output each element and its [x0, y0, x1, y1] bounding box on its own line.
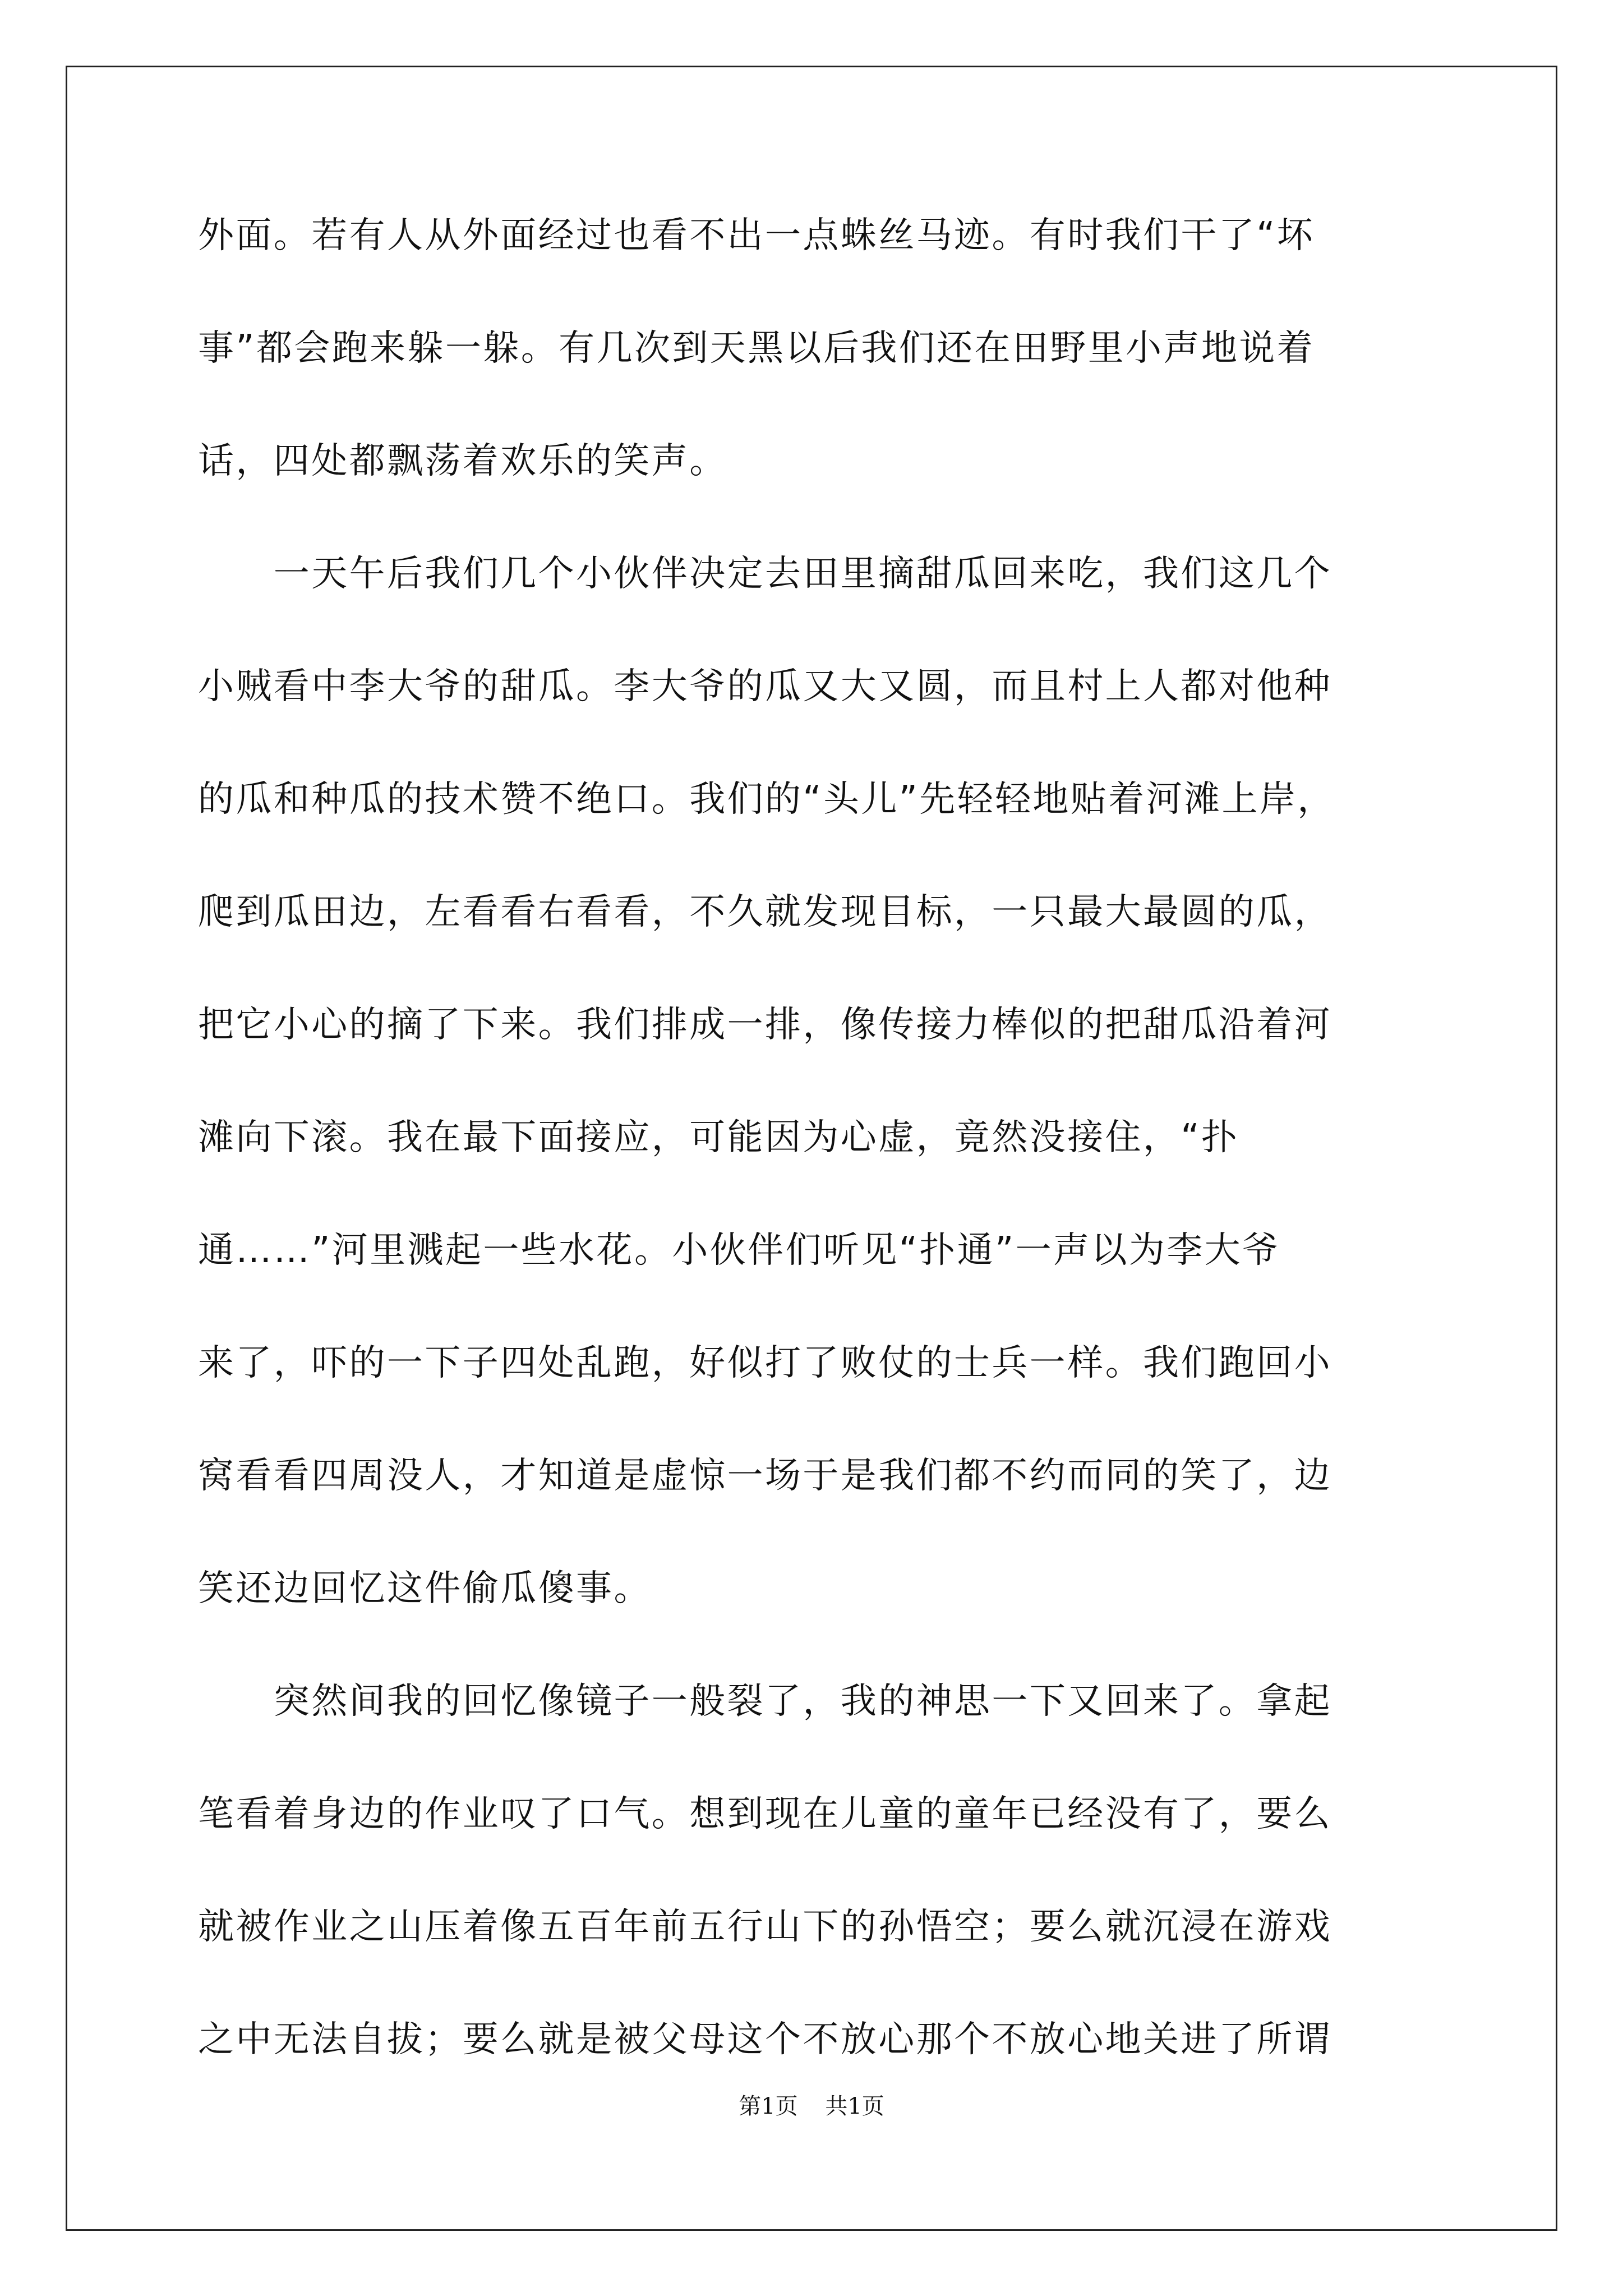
text-line: 来了，吓的一下子四处乱跑，好似打了败仗的士兵一样。我们跑回小: [198, 1342, 1332, 1384]
text-line: 外面。若有人从外面经过也看不出一点蛛丝马迹。有时我们干了“坏: [198, 215, 1315, 256]
text-line: 滩向下滚。我在最下面接应，可能因为心虚，竟然没接住，“扑: [198, 1117, 1239, 1158]
page-number: 第1页: [739, 2093, 798, 2119]
page-footer: [0, 2090, 1623, 2123]
document-body: [198, 208, 1432, 2124]
text-line: 的瓜和种瓜的技术赞不绝口。我们的“头儿”先轻轻地贴着河滩上岸，: [198, 779, 1335, 820]
text-line: 笑还边回忆这件偷瓜傻事。: [198, 1568, 652, 1609]
text-line: 事”都会跑来躲一躲。有几次到天黑以后我们还在田野里小声地说着: [198, 328, 1315, 369]
text-line: 笔看着身边的作业叹了口气。想到现在儿童的童年已经没有了，要么: [198, 1793, 1332, 1835]
text-line: 一天午后我们几个小伙伴决定去田里摘甜瓜回来吃，我们这几个: [198, 553, 1332, 595]
text-line: 就被作业之山压着像五百年前五行山下的孙悟空；要么就沉浸在游戏: [198, 1906, 1332, 1948]
text-line: 突然间我的回忆像镜子一般裂了，我的神思一下又回来了。拿起: [198, 1681, 1332, 1722]
text-line: 爬到瓜田边，左看看右看看，不久就发现目标，一只最大最圆的瓜，: [198, 891, 1332, 933]
text-line: 把它小心的摘了下来。我们排成一排，像传接力棒似的把甜瓜沿着河: [198, 1004, 1332, 1046]
text-line: 小贼看中李大爷的甜瓜。李大爷的瓜又大又圆，而且村上人都对他种: [198, 666, 1332, 707]
text-line: 之中无法自拔；要么就是被父母这个不放心那个不放心地关进了所谓: [198, 2019, 1332, 2060]
text-line: 窝看看四周没人，才知道是虚惊一场于是我们都不约而同的笑了，边: [198, 1455, 1332, 1497]
text-line: 通……”河里溅起一些水花。小伙伴们听见“扑通”一声以为李大爷: [198, 1230, 1280, 1271]
text-line: 话，四处都飘荡着欢乐的笑声。: [198, 440, 727, 482]
page-total: 共1页: [825, 2093, 884, 2119]
